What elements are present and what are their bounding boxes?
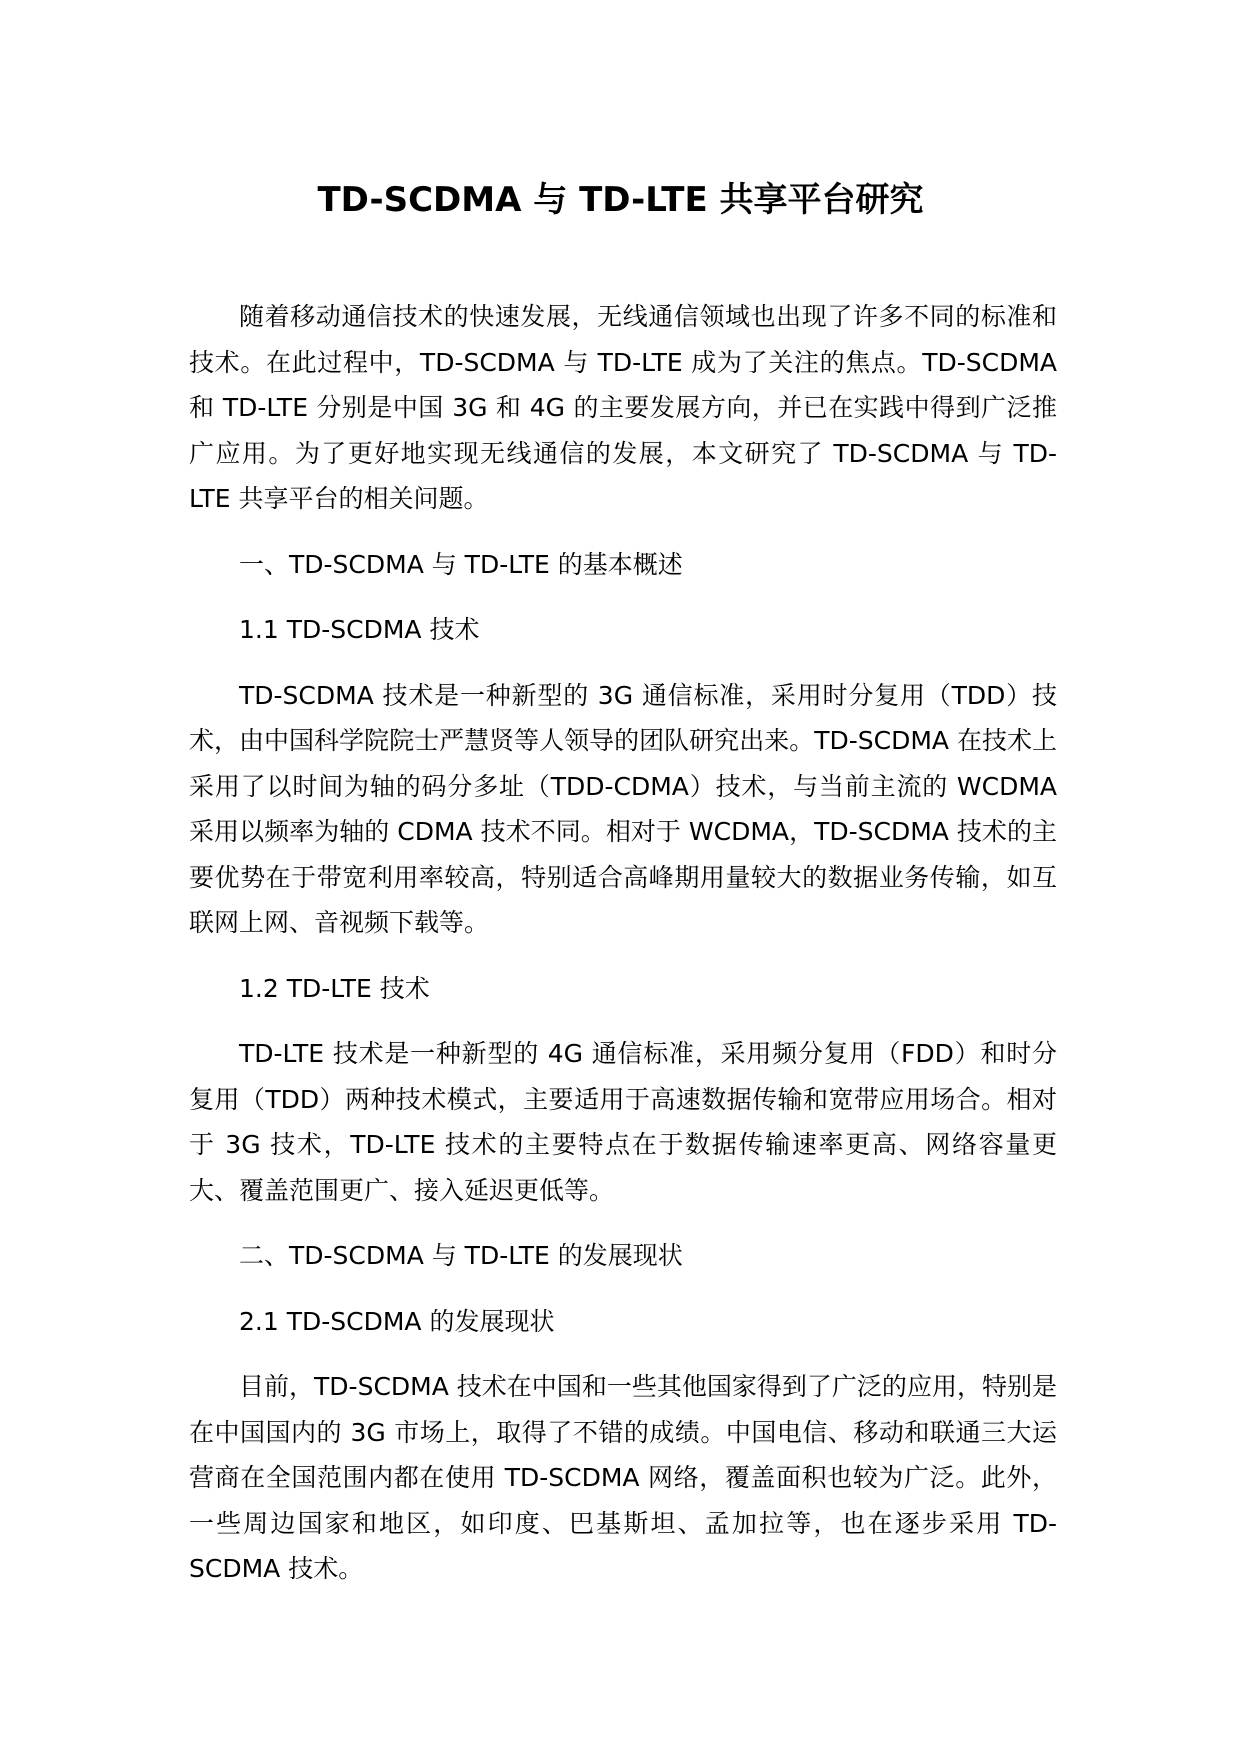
section-1-2-heading: 1.2 TD-LTE 技术 — [239, 973, 430, 1003]
document-title: TD-SCDMA 与 TD-LTE 共享平台研究 — [317, 180, 924, 220]
section-1-heading: 一、TD-SCDMA 与 TD-LTE 的基本概述 — [239, 549, 683, 579]
section-2-1-heading: 2.1 TD-SCDMA 的发展现状 — [239, 1306, 555, 1336]
document-body — [189, 294, 1057, 1612]
intro-paragraph: 随着移动通信技术的快速发展，无线通信领域也出现了许多不同的标准和技术。在此过程中，TD-SCDMA 与 TD-LTE 成为了关注的焦点。TD-SCDMA 和 TD-LTE 分别是中国 3G 和 4G 的主要发展方向，并已在实践中得到广泛推广应用。为了更好地实现无线通信的发展，本文研究了 TD-SCDMA 与 TD-LTE 共享平台的相关问题。 — [189, 302, 1057, 513]
section-1-1-heading: 1.1 TD-SCDMA 技术 — [239, 615, 480, 644]
section-1-1-paragraph: TD-SCDMA 技术是一种新型的 3G 通信标准，采用时分复用（TDD）技术，由中国科学院院士严慧贤等人领导的团队研究出来。TD-SCDMA 在技术上采用了以时间为轴的码分多址（TDD-CDMA）技术，与当前主流的 WCDMA 采用以频率为轴的 CDMA 技术不同。相对于 WCDMA，TD-SCDMA 技术的主要优势在于带宽利用率较高，特别适合高峰期用量较大的数据业务传输，如互联网上网、音视频下载等。 — [189, 680, 1057, 937]
section-2-heading: 二、TD-SCDMA 与 TD-LTE 的发展现状 — [239, 1241, 683, 1270]
section-1-2-paragraph: TD-LTE 技术是一种新型的 4G 通信标准，采用频分复用（FDD）和时分复用（TDD）两种技术模式，主要适用于高速数据传输和宽带应用场合。相对于 3G 技术，TD-LTE 技术的主要特点在于数据传输速率更高、网络容量更大、覆盖范围更广、接入延迟更低等。 — [189, 1039, 1057, 1205]
section-2-1-paragraph: 目前，TD-SCDMA 技术在中国和一些其他国家得到了广泛的应用，特别是在中国国内的 3G 市场上，取得了不错的成绩。中国电信、移动和联通三大运营商在全国范围内都在使用 TD-SCDMA 网络，覆盖面积也较为广泛。此外，一些周边国家和地区，如印度、巴基斯坦、孟加拉等，也在逐步采用 TD-SCDMA 技术。 — [189, 1372, 1057, 1583]
